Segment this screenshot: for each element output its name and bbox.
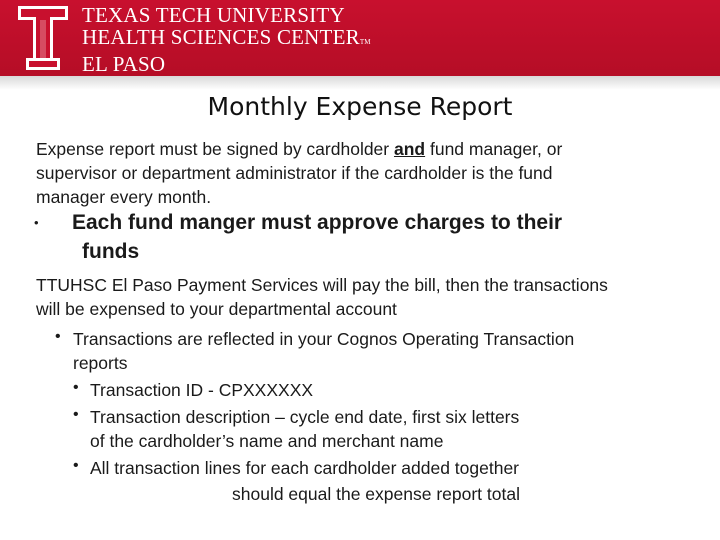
header-shadow-band [0, 76, 720, 90]
double-t-logo-icon [18, 6, 68, 70]
intro-line-1: Expense report must be signed by cardholder and fund manager, or [36, 139, 563, 159]
intro-line-3: manager every month. [36, 187, 212, 207]
intro-line-2: supervisor or department administrator if the cardholder is the fund [36, 163, 553, 183]
transaction-id-item: Transaction ID - CPXXXXXX [90, 380, 314, 400]
transaction-description-line-1: Transaction description – cycle end date, first six letters [90, 407, 520, 427]
slide-title: Monthly Expense Report [207, 92, 513, 121]
transaction-total-line-2: should equal the expense report total [232, 484, 520, 504]
bullet-icon: • [34, 215, 39, 230]
approval-bullet-line-2: funds [82, 240, 140, 263]
bullet-icon: • [73, 379, 79, 396]
institution-line-1: TEXAS TECH UNIVERSITY [82, 3, 345, 27]
transaction-description-line-2: of the cardholder’s name and merchant name [90, 431, 444, 451]
header-banner [0, 0, 720, 76]
institution-line-3: EL PASO [82, 52, 166, 76]
payment-line-2: will be expensed to your departmental account [36, 299, 397, 319]
cognos-line-2: reports [73, 353, 128, 373]
trademark: TM [359, 38, 371, 46]
transaction-total-line-1: All transaction lines for each cardholder added together [90, 458, 520, 478]
institution-line-2: HEALTH SCIENCES CENTERTM [82, 25, 371, 49]
approval-bullet-line-1: Each fund manger must approve charges to their [72, 211, 563, 234]
institution-name [82, 4, 371, 75]
bullet-icon: • [73, 406, 79, 423]
emphasis-and: and [393, 139, 426, 159]
bullet-icon: • [55, 328, 61, 345]
payment-line-1: TTUHSC El Paso Payment Services will pay the bill, then the transactions [36, 275, 608, 295]
bullet-icon: • [73, 457, 79, 474]
cognos-line-1: Transactions are reflected in your Cognos Operating Transaction [73, 329, 575, 349]
